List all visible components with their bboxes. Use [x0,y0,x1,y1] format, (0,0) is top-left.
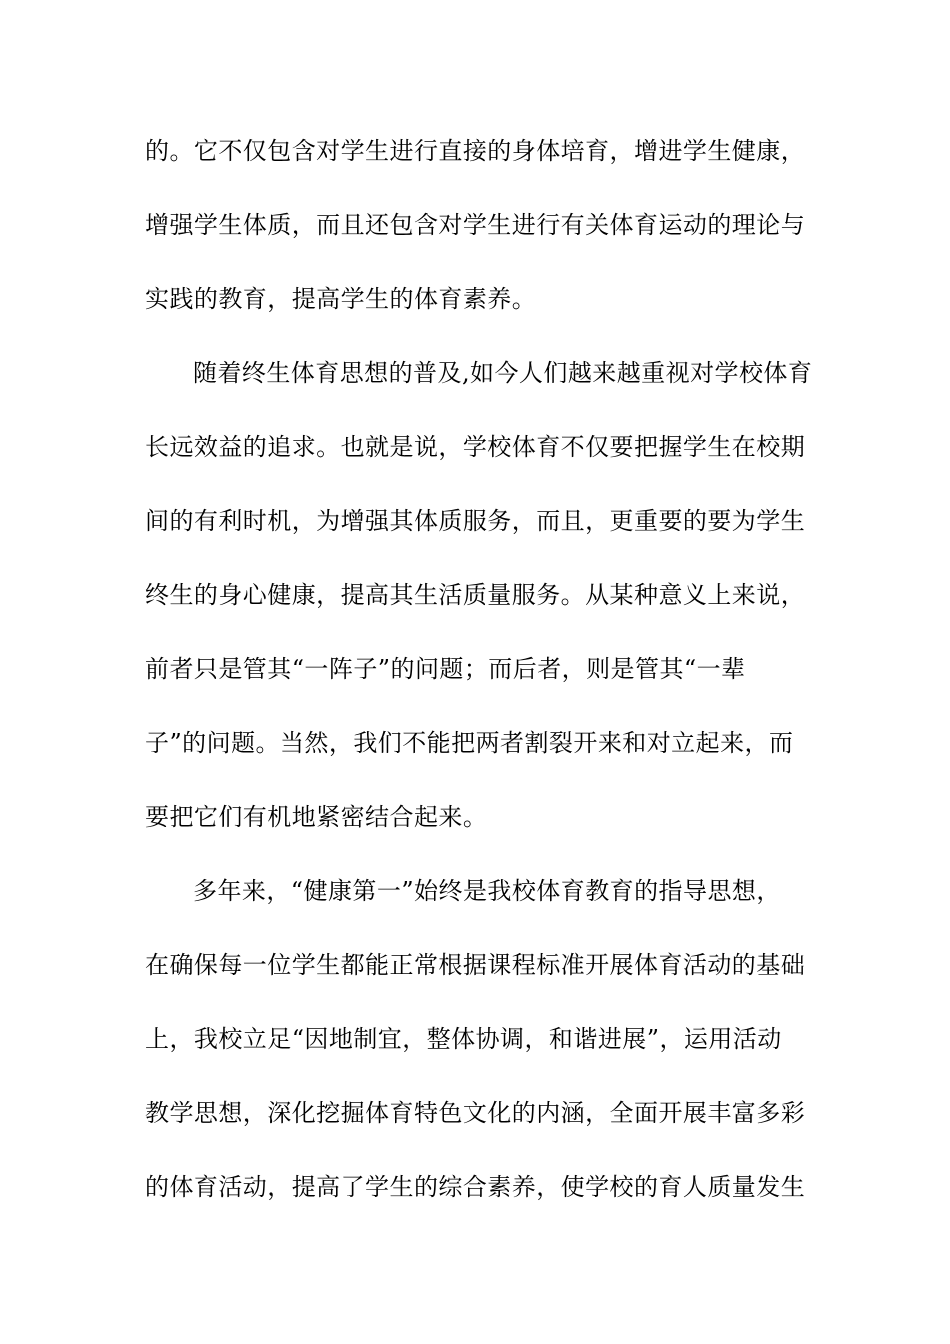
body-text [145,127,813,1237]
text-line: 教学思想，深化挖掘体育特色文化的内涵，全面开展丰富多彩 [145,1099,806,1127]
text-line: 终生的身心健康，提高其生活质量服务。从某种意义上来说， [145,581,806,609]
text-line: 间的有利时机，为增强其体质服务，而且，更重要的要为学生 [145,507,806,535]
text-line: 在确保每一位学生都能正常根据课程标准开展体育活动的基础 [145,951,806,979]
paragraph-start-line: 随着终生体育思想的普及,如今人们越来越重视对学校体育 [193,359,813,387]
paragraph-start-line: 多年来，“健康第一”始终是我校体育教育的指导思想， [193,877,781,905]
text-line: 的体育活动，提高了学生的综合素养，使学校的育人质量发生 [145,1173,806,1201]
text-line: 上，我校立足“因地制宜，整体协调，和谐进展”，运用活动 [145,1025,782,1053]
text-line: 实践的教育，提高学生的体育素养。 [145,285,537,313]
text-line: 要把它们有机地紧密结合起来。 [145,803,488,831]
text-line: 增强学生体质，而且还包含对学生进行有关体育运动的理论与 [145,211,806,239]
text-line: 的。它不仅包含对学生进行直接的身体培育，增进学生健康， [145,137,806,165]
text-line: 前者只是管其“一阵子”的问题；而后者，则是管其“一辈 [145,655,746,683]
text-line: 子”的问题。当然，我们不能把两者割裂开来和对立起来，而 [145,729,794,757]
text-line: 长远效益的追求。也就是说，学校体育不仅要把握学生在校期 [145,433,806,461]
